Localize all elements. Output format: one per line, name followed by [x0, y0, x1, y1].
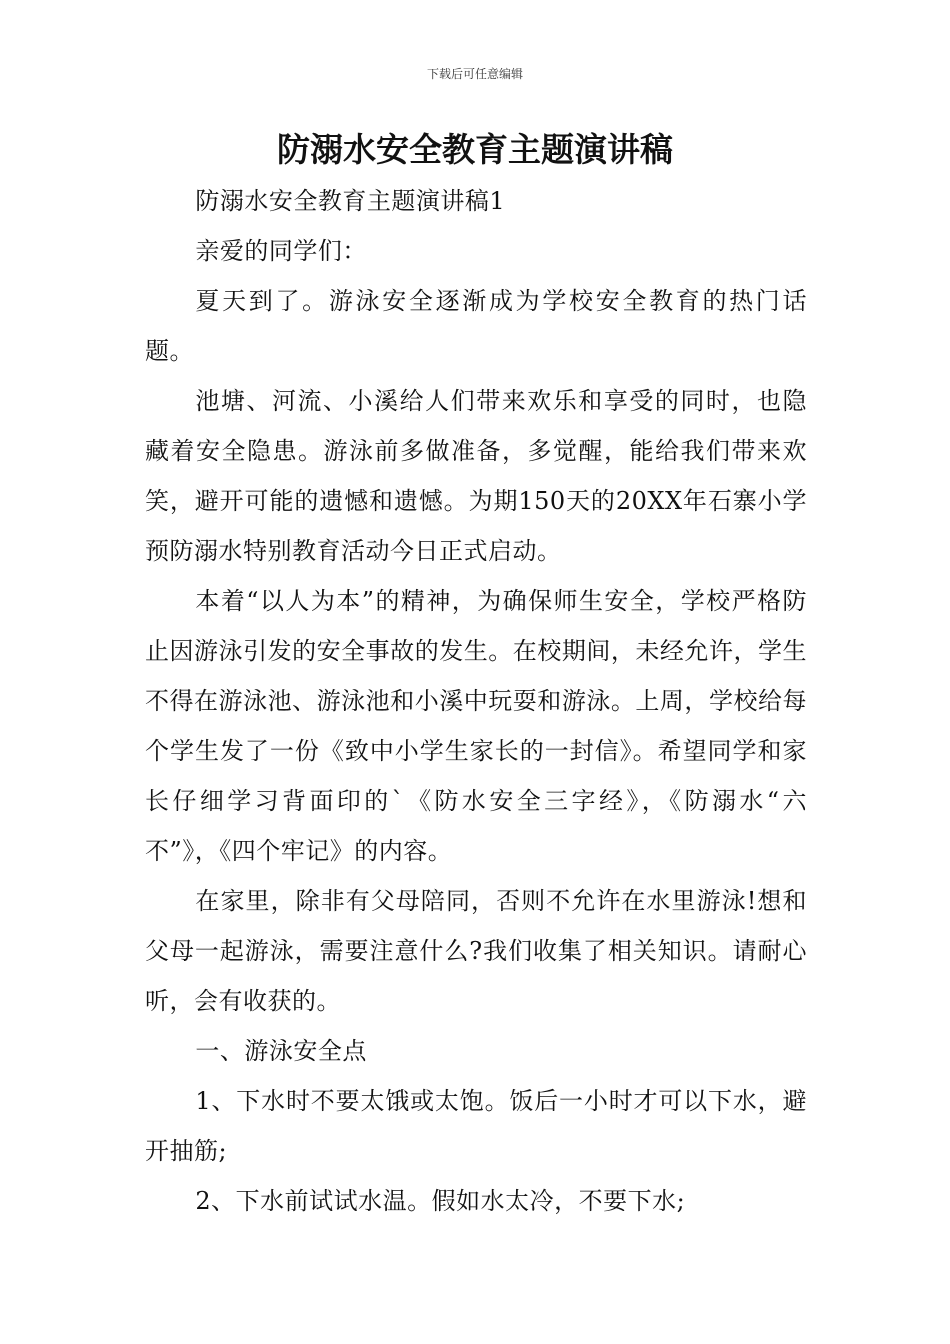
section-heading: 一、游泳安全点: [195, 1037, 367, 1065]
paragraph: 本着“以人为本”的精神，为确保师生安全，学校严格防止因游泳引发的安全事故的发生。在校期间，未经允许，学生不得在游泳池、游泳池和小溪中玩耍和游泳。上周，学校给每个学生发了一份《致中小学生家长的一封信》。希望同学和家长仔细学习背面印的`《防水安全三字经》，《防溺水“六不”》，《四个牢记》的内容。: [145, 587, 807, 865]
page-header-note: 下载后可任意编辑: [426, 67, 523, 81]
paragraph: 夏天到了。游泳安全逐渐成为学校安全教育的热门话题。: [145, 287, 807, 365]
list-item: 2、下水前试试水温。假如水太冷，不要下水;: [195, 1187, 686, 1215]
list-item: 1、下水时不要太饿或太饱。饭后一小时才可以下水，避开抽筋;: [145, 1087, 807, 1165]
document-title: 防溺水安全教育主题演讲稿: [277, 130, 673, 169]
paragraph-greeting: 亲爱的同学们：: [195, 237, 367, 265]
document-body: [145, 176, 807, 1226]
paragraph: 在家里，除非有父母陪同，否则不允许在水里游泳!想和父母一起游泳，需要注意什么?我们收集了相关知识。请耐心听，会有收获的。: [145, 887, 807, 1015]
paragraph: 池塘、河流、小溪给人们带来欢乐和享受的同时，也隐藏着安全隐患。游泳前多做准备，多觉醒，能给我们带来欢笑，避开可能的遗憾和遗憾。为期150天的20XX年石寨小学预防溺水特别教育活动今日正式启动。: [145, 387, 807, 565]
paragraph-subtitle: 防溺水安全教育主题演讲稿1: [195, 187, 506, 215]
